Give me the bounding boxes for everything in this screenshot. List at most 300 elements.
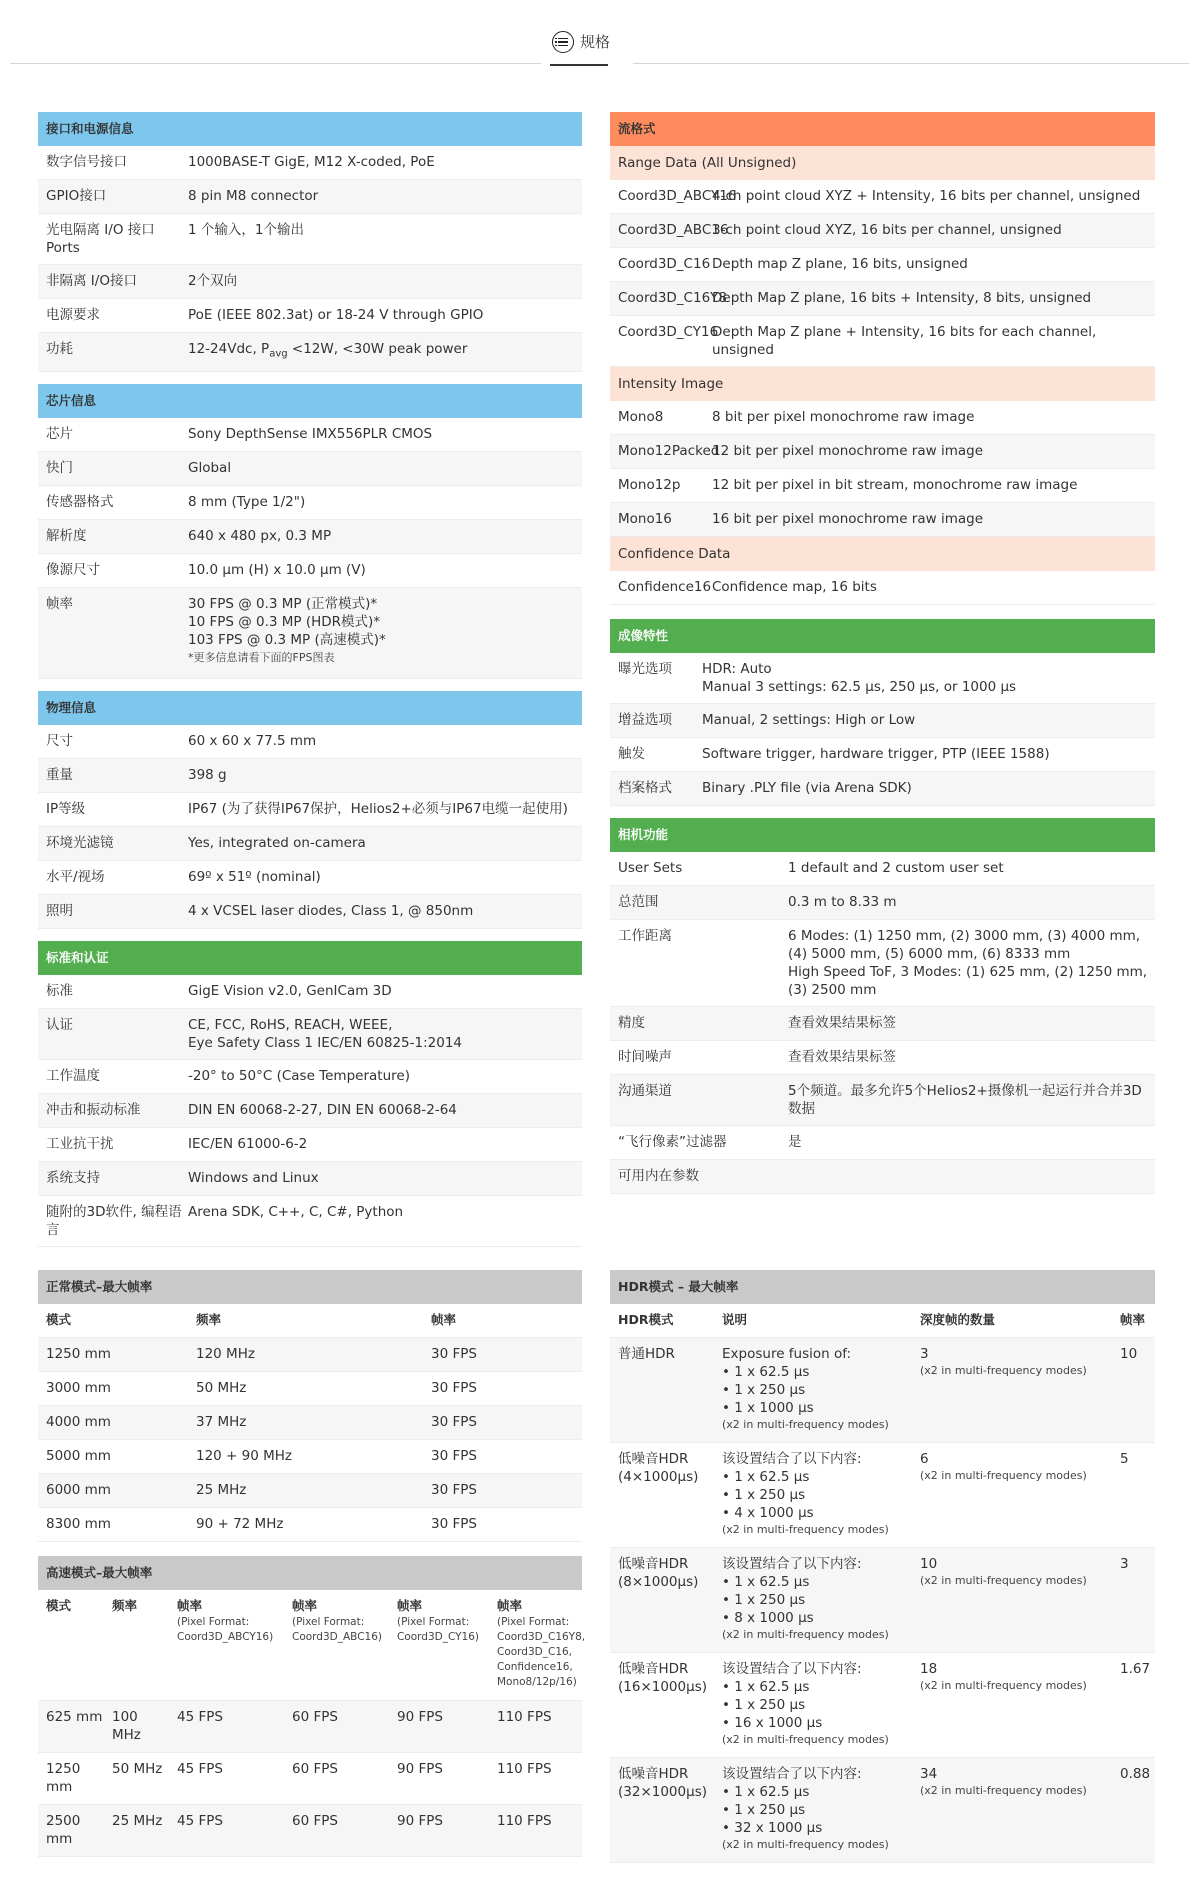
spec-label: 总范围 (618, 894, 659, 910)
spec-value (702, 779, 1155, 797)
spec-value-line: 69º x 51º (nominal) (188, 868, 321, 885)
spec-row (38, 895, 582, 929)
hdr-desc-item: • 1 x 250 µs (722, 1802, 806, 1818)
spec-value-line: Binary .PLY file (via Arena SDK) (702, 780, 912, 796)
spec-label: 认证 (46, 1016, 73, 1033)
hdr-framerate-column (610, 1270, 1155, 1863)
spec-value-line: IP67 (为了获得IP67保护，Helios2+必须与IP67电缆一起使用) (188, 800, 568, 817)
hdr-desc-item: • 1 x 250 µs (722, 1697, 806, 1713)
hdr-desc-item: • 32 x 1000 µs (722, 1820, 823, 1836)
table-cell: 45 FPS (177, 1761, 223, 1777)
spec-value-line: 640 x 480 px, 0.3 MP (188, 527, 332, 544)
spec-header-title: 规格 (580, 33, 611, 51)
spec-value (702, 660, 1155, 696)
spec-row (38, 299, 582, 333)
stream-subheader-confidence: Confidence Data (610, 537, 1155, 571)
spec-label: 传感器格式 (46, 493, 114, 510)
table-cell: 1250 mm (46, 1346, 111, 1362)
spec-value-line: 查看效果结果标签 (788, 1015, 896, 1031)
hdr-mode (610, 1555, 714, 1591)
table-header-cell: 帧率 (1120, 1312, 1146, 1327)
table-header-cell (489, 1597, 586, 1690)
table-cell: 8300 mm (46, 1516, 111, 1532)
spec-value-line: 1000BASE-T GigE, M12 X-coded, PoE (188, 154, 435, 170)
hdr-row (610, 1653, 1155, 1758)
section-title-camera: 相机功能 (610, 818, 1155, 852)
table-header-cell (104, 1597, 169, 1615)
header-label: 帧率 (497, 1598, 523, 1613)
spec-value-line: 4-ch point cloud XYZ + Intensity, 16 bits per channel, unsigned (712, 188, 1141, 204)
hdr-frame-count (912, 1450, 1112, 1483)
hdr-mode (610, 1450, 714, 1486)
spec-row (38, 452, 582, 486)
hdr-desc-note: (x2 in multi-frequency modes) (722, 1523, 889, 1536)
power-text: 12-24Vdc, P (188, 341, 270, 357)
spec-label: Coord3D_ABC16 (618, 222, 729, 238)
table-header-cell (284, 1597, 389, 1645)
fps-note: *更多信息请看下面的FPS图表 (188, 650, 335, 664)
spec-label: 标准 (46, 982, 73, 999)
spec-label: 精度 (618, 1015, 645, 1031)
spec-value (788, 1082, 1155, 1118)
hdr-count: 6 (920, 1451, 929, 1467)
table-cell: 60 FPS (292, 1709, 338, 1725)
section-title-chip: 芯片信息 (38, 384, 582, 418)
table-header-cell (169, 1597, 284, 1645)
spec-label: 水平/视场 (46, 868, 105, 885)
header-pixel-format: (Pixel Format: Coord3D_ABCY16) (177, 1616, 274, 1643)
spec-label: 沟通渠道 (618, 1083, 672, 1099)
spec-value-line: IEC/EN 61000-6-2 (188, 1135, 308, 1152)
hdr-desc-item: • 1 x 62.5 µs (722, 1679, 810, 1695)
table-cell: 90 FPS (397, 1709, 443, 1725)
spec-value (712, 255, 1155, 273)
spec-row (610, 1126, 1155, 1160)
hdr-frame-count (912, 1765, 1112, 1798)
table-cell: 45 FPS (177, 1813, 223, 1829)
table-cell: 120 + 90 MHz (196, 1448, 293, 1464)
spec-label: 工作距离 (618, 928, 672, 944)
spec-value-line: HDR: Auto (702, 661, 772, 677)
table-row (38, 1805, 582, 1857)
spec-value-line: 16 bit per pixel monochrome raw image (712, 511, 984, 527)
spec-row (38, 827, 582, 861)
hdr-row (610, 1758, 1155, 1863)
spec-label: GPIO接口 (46, 188, 107, 204)
hdr-row (610, 1443, 1155, 1548)
spec-value (188, 766, 582, 784)
spec-value (788, 927, 1155, 999)
spec-value-line: Sony DepthSense IMX556PLR CMOS (188, 425, 433, 442)
spec-value (188, 272, 582, 290)
spec-value (788, 859, 1155, 877)
table-cell: 1250 mm (46, 1761, 81, 1795)
header-underline (550, 64, 608, 66)
spec-value-line: Windows and Linux (188, 1169, 319, 1186)
table-cell: 30 FPS (431, 1516, 477, 1532)
table-row (38, 1508, 582, 1542)
spec-row (38, 333, 582, 372)
table-cell: 100 MHz (112, 1709, 141, 1743)
spec-value-line: 5个频道。最多允许5个Helios2+摄像机一起运行并合并3D数据 (788, 1083, 1142, 1117)
spec-label: User Sets (618, 860, 683, 876)
spec-value-line: 1 个输入，1个输出 (188, 222, 304, 238)
hdr-desc-item: • 1 x 62.5 µs (722, 1469, 810, 1485)
spec-row (610, 1041, 1155, 1075)
table-cell: 37 MHz (196, 1414, 247, 1430)
spec-value-line: 1 default and 2 custom user set (788, 860, 1004, 876)
header-divider-right (633, 63, 1189, 64)
spec-value (712, 408, 1155, 426)
spec-label: 解析度 (46, 527, 87, 544)
hdr-desc-note: (x2 in multi-frequency modes) (722, 1418, 889, 1431)
hdr-count: 3 (920, 1346, 929, 1362)
spec-row (610, 852, 1155, 886)
fps-line: 30 FPS @ 0.3 MP (正常模式)* (188, 595, 378, 612)
spec-value (188, 1203, 582, 1221)
spec-label: 系统支持 (46, 1169, 100, 1186)
spec-value (188, 982, 582, 1000)
spec-label: 冲击和振动标准 (46, 1101, 141, 1118)
hdr-description (714, 1765, 912, 1852)
power-text-end: <12W, <30W peak power (287, 341, 468, 357)
hdr-mode (610, 1765, 714, 1801)
table-row (38, 1406, 582, 1440)
spec-value (788, 893, 1155, 911)
spec-value-line (188, 340, 576, 364)
hdr-frame-count (912, 1555, 1112, 1588)
header-label: 帧率 (292, 1598, 318, 1613)
hdr-desc-note: (x2 in multi-frequency modes) (722, 1628, 889, 1641)
spec-row (610, 282, 1155, 316)
spec-value-line: GigE Vision v2.0, GenICam 3D (188, 982, 392, 999)
left-spec-column (38, 112, 582, 1247)
hdr-mode-line: 低噪音HDR (618, 1661, 689, 1677)
table-cell: 60 FPS (292, 1813, 338, 1829)
spec-label: 光电隔离 I/O 接口 Ports (46, 222, 155, 256)
table-header-cell: 说明 (722, 1312, 748, 1327)
header-pixel-format: (Pixel Format: Coord3D_ABC16) (292, 1616, 382, 1643)
hdr-count-note: (x2 in multi-frequency modes) (920, 1784, 1087, 1797)
spec-row (610, 1075, 1155, 1126)
spec-row (610, 316, 1155, 367)
spec-row (38, 725, 582, 759)
spec-row (610, 401, 1155, 435)
spec-value (188, 1169, 582, 1187)
header-pixel-format: (Pixel Format: Coord3D_C16Y8, Coord3D_C16, Confidence16, Mono8/12p/16) (497, 1616, 586, 1688)
spec-row (610, 1160, 1155, 1194)
table-cell: 3000 mm (46, 1380, 111, 1396)
spec-row (38, 793, 582, 827)
hdr-desc-item: • 1 x 62.5 µs (722, 1364, 810, 1380)
spec-value-line: Software trigger, hardware trigger, PTP (IEEE 1588) (702, 746, 1050, 762)
spec-value-line: Global (188, 459, 232, 476)
spec-row (610, 214, 1155, 248)
table-row (38, 1474, 582, 1508)
spec-value (188, 902, 582, 920)
table-cell: 2500 mm (46, 1813, 81, 1847)
table-cell: 50 MHz (112, 1761, 163, 1777)
table-cell: 25 MHz (112, 1813, 163, 1829)
spec-value (188, 868, 582, 886)
spec-value (188, 527, 582, 545)
spec-row (610, 180, 1155, 214)
spec-label: Mono12Packed (618, 443, 720, 459)
table-cell: 30 FPS (431, 1482, 477, 1498)
spec-label: Coord3D_C16Y8 (618, 290, 728, 306)
spec-value-line: 6 Modes: (1) 1250 mm, (2) 3000 mm, (3) 4000 mm, (4) 5000 mm, (5) 6000 mm, (6) 8333 mm (788, 928, 1141, 962)
spec-value (188, 340, 582, 364)
spec-label: 增益选项 (618, 712, 672, 728)
spec-value (188, 834, 582, 852)
spec-header (552, 31, 610, 53)
spec-label: 环境光滤镜 (46, 834, 114, 851)
hdr-desc-line: 该设置结合了以下内容: (722, 1451, 862, 1467)
spec-value (712, 476, 1155, 494)
spec-value-line: 10.0 µm (H) x 10.0 µm (V) (188, 561, 366, 578)
spec-label: 可用内在参数 (618, 1168, 699, 1184)
table-cell: 120 MHz (196, 1346, 255, 1362)
section-title-standards: 标准和认证 (38, 941, 582, 975)
spec-value-line: 3-ch point cloud XYZ, 16 bits per channel, unsigned (712, 222, 1062, 238)
spec-row (610, 886, 1155, 920)
table-cell: 30 FPS (431, 1414, 477, 1430)
hdr-row (610, 1338, 1155, 1443)
header-label: 帧率 (397, 1598, 423, 1613)
spec-row-fps (38, 588, 582, 679)
hdr-desc-item: • 8 x 1000 µs (722, 1610, 814, 1626)
hdr-count-note: (x2 in multi-frequency modes) (920, 1574, 1087, 1587)
spec-label: 随附的3D软件, 编程语言 (46, 1203, 182, 1238)
spec-label: 像源尺寸 (46, 561, 100, 578)
table-row (38, 1753, 582, 1805)
spec-row (610, 248, 1155, 282)
fps-line: 10 FPS @ 0.3 MP (HDR模式)* (188, 613, 381, 630)
spec-value-line: Yes, integrated on-camera (188, 834, 366, 851)
spec-value (188, 1101, 582, 1119)
hdr-count-note: (x2 in multi-frequency modes) (920, 1679, 1087, 1692)
spec-value-line: 60 x 60 x 77.5 mm (188, 732, 317, 749)
left-framerate-column (38, 1270, 586, 1857)
spec-value (188, 425, 582, 443)
spec-row (610, 772, 1155, 806)
spec-value (188, 306, 582, 324)
header-label: 模式 (46, 1598, 72, 1613)
hdr-desc-item: • 1 x 62.5 µs (722, 1784, 810, 1800)
hdr-mode-line: 低噪音HDR (618, 1451, 689, 1467)
hdr-desc-item: • 1 x 62.5 µs (722, 1574, 810, 1590)
hdr-desc-item: • 1 x 250 µs (722, 1592, 806, 1608)
spec-value (712, 289, 1155, 307)
spec-value-line: Depth Map Z plane + Intensity, 16 bits for each channel, unsigned (712, 324, 1097, 358)
hdr-mode (610, 1345, 714, 1363)
table-row (38, 1440, 582, 1474)
spec-value (188, 800, 582, 818)
hdr-count: 18 (920, 1661, 938, 1677)
spec-value (702, 711, 1155, 729)
hdr-desc-line: 该设置结合了以下内容: (722, 1556, 862, 1572)
hdr-mode-line: 低噪音HDR (618, 1556, 689, 1572)
spec-label: 重量 (46, 766, 73, 783)
spec-value (188, 1067, 582, 1085)
table-cell: 110 FPS (497, 1813, 552, 1829)
spec-value (788, 1014, 1155, 1032)
table-header-row (38, 1590, 586, 1701)
section-title-normal-mode: 正常模式–最大帧率 (38, 1270, 582, 1304)
table-header-cell: 模式 (46, 1312, 72, 1327)
spec-value (702, 745, 1155, 763)
spec-value (788, 1048, 1155, 1066)
spec-value (188, 1016, 582, 1052)
spec-row (38, 861, 582, 895)
spec-label: 非隔离 I/O接口 (46, 273, 137, 289)
spec-value-line: 12 bit per pixel in bit stream, monochrome raw image (712, 477, 1078, 493)
table-row (38, 1338, 582, 1372)
hdr-description (714, 1345, 912, 1432)
table-header-cell: 频率 (196, 1312, 222, 1327)
header-divider-left (10, 63, 541, 64)
spec-value-line: Manual 3 settings: 62.5 µs, 250 µs, or 1000 µs (702, 679, 1017, 695)
table-cell: 30 FPS (431, 1448, 477, 1464)
spec-value (712, 187, 1155, 205)
spec-value-line: Manual, 2 settings: High or Low (702, 712, 916, 728)
spec-row (610, 920, 1155, 1007)
hdr-desc-item: • 1 x 250 µs (722, 1382, 806, 1398)
right-spec-column (610, 112, 1155, 1194)
spec-value-line: Depth map Z plane, 16 bits, unsigned (712, 256, 968, 272)
table-cell: 6000 mm (46, 1482, 111, 1498)
spec-value (188, 153, 582, 171)
spec-label: 工业抗干扰 (46, 1135, 114, 1152)
spec-value (188, 459, 582, 477)
spec-label: 触发 (618, 746, 645, 762)
spec-label: 快门 (46, 459, 73, 476)
table-header-cell (389, 1597, 489, 1645)
spec-value-line: PoE (IEEE 802.3at) or 18-24 V through GPIO (188, 307, 484, 323)
list-icon (552, 31, 574, 53)
table-cell: 90 FPS (397, 1761, 443, 1777)
spec-label: 工作温度 (46, 1067, 100, 1084)
spec-value-line: Eye Safety Class 1 IEC/EN 60825-1:2014 (188, 1034, 462, 1051)
table-cell: 90 + 72 MHz (196, 1516, 284, 1532)
section-title-high-speed: 高速模式–最大帧率 (38, 1556, 582, 1590)
spec-label: Mono16 (618, 511, 672, 527)
spec-row (38, 214, 582, 265)
spec-value-line: 0.3 m to 8.33 m (788, 894, 897, 910)
spec-value-line: 查看效果结果标签 (788, 1049, 896, 1065)
table-cell: 30 FPS (431, 1380, 477, 1396)
hdr-desc-item: • 16 x 1000 µs (722, 1715, 823, 1731)
table-header-cell: 深度帧的数量 (920, 1312, 996, 1327)
spec-value (712, 578, 1155, 596)
spec-value-line: Depth Map Z plane, 16 bits + Intensity, 8 bits, unsigned (712, 290, 1092, 306)
table-header-cell (38, 1597, 104, 1615)
section-title-interface: 接口和电源信息 (38, 112, 582, 146)
power-subscript: avg (269, 348, 288, 360)
hdr-desc-note: (x2 in multi-frequency modes) (722, 1838, 889, 1851)
spec-label: 档案格式 (618, 780, 672, 796)
table-cell: 30 FPS (431, 1346, 477, 1362)
spec-row (610, 469, 1155, 503)
spec-value-line: -20° to 50°C (Case Temperature) (188, 1067, 410, 1084)
spec-row (38, 418, 582, 452)
hdr-desc-note: (x2 in multi-frequency modes) (722, 1733, 889, 1746)
hdr-desc-line: 该设置结合了以下内容: (722, 1766, 862, 1782)
spec-value (188, 732, 582, 750)
spec-label: Coord3D_ABCY16 (618, 188, 737, 204)
hdr-mode-line: 普通HDR (618, 1346, 675, 1362)
spec-label: 电源要求 (46, 307, 100, 323)
spec-row (38, 975, 582, 1009)
header-pixel-format: (Pixel Format: Coord3D_CY16) (397, 1616, 480, 1643)
spec-value (712, 510, 1155, 528)
spec-label: Coord3D_CY16 (618, 324, 719, 340)
spec-label: IP等级 (46, 800, 86, 817)
spec-label: 尺寸 (46, 732, 73, 749)
spec-value (188, 187, 582, 205)
spec-row (38, 265, 582, 299)
spec-row (38, 146, 582, 180)
spec-row (610, 503, 1155, 537)
spec-value-line: Confidence map, 16 bits (712, 579, 877, 595)
spec-value-line: 2个双向 (188, 273, 238, 289)
spec-row (38, 520, 582, 554)
table-row (38, 1372, 582, 1406)
spec-value (712, 323, 1155, 359)
hdr-desc-item: • 1 x 1000 µs (722, 1400, 814, 1416)
hdr-count: 34 (920, 1766, 938, 1782)
hdr-fps: 10 (1120, 1346, 1138, 1362)
spec-value-line: 8 mm (Type 1/2") (188, 493, 306, 510)
table-cell: 625 mm (46, 1709, 103, 1725)
hdr-desc-line: 该设置结合了以下内容: (722, 1661, 862, 1677)
spec-value-line: 4 x VCSEL laser diodes, Class 1, @ 850nm (188, 902, 474, 919)
table-cell: 25 MHz (196, 1482, 247, 1498)
hdr-count-note: (x2 in multi-frequency modes) (920, 1364, 1087, 1377)
spec-row (38, 1009, 582, 1060)
section-title-physical: 物理信息 (38, 691, 582, 725)
spec-value-line: 398 g (188, 766, 227, 783)
table-header-row (610, 1304, 1155, 1338)
spec-label: 照明 (46, 902, 73, 919)
hdr-mode-line: (16×1000µs) (618, 1679, 708, 1695)
table-header-cell: HDR模式 (618, 1312, 674, 1327)
spec-row (610, 653, 1155, 704)
spec-value (188, 221, 582, 239)
hdr-desc-item: • 4 x 1000 µs (722, 1505, 814, 1521)
spec-label: 芯片 (46, 425, 73, 442)
spec-value-line: Arena SDK, C++, C, C#, Python (188, 1203, 404, 1220)
section-title-stream: 流格式 (610, 112, 1155, 146)
spec-value (188, 1135, 582, 1153)
spec-value (188, 561, 582, 579)
hdr-description (714, 1555, 912, 1642)
spec-value-line: High Speed ToF, 3 Modes: (1) 625 mm, (2) 1250 mm, (3) 2500 mm (788, 964, 1148, 998)
header-label: 频率 (112, 1598, 138, 1613)
table-header-row (38, 1304, 582, 1338)
hdr-fps: 3 (1120, 1556, 1129, 1572)
spec-row (38, 1094, 582, 1128)
table-cell: 50 MHz (196, 1380, 247, 1396)
table-cell: 110 FPS (497, 1761, 552, 1777)
hdr-mode-line: (4×1000µs) (618, 1469, 699, 1485)
table-cell: 90 FPS (397, 1813, 443, 1829)
table-cell: 5000 mm (46, 1448, 111, 1464)
hdr-mode-line: (8×1000µs) (618, 1574, 699, 1590)
spec-label: 功耗 (46, 341, 73, 357)
spec-label: 时间噪声 (618, 1049, 672, 1065)
spec-label: “飞行像素”过滤器 (618, 1134, 727, 1150)
